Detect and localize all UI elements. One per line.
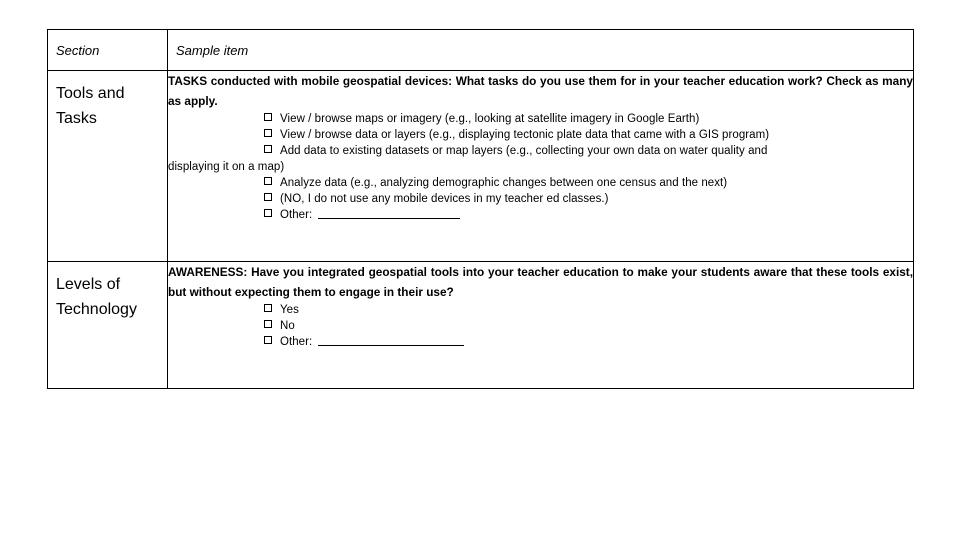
section-cell — [48, 262, 168, 389]
other-blank-line[interactable] — [318, 207, 460, 219]
header-sample-item-cell — [168, 30, 914, 71]
option-view-data — [168, 127, 913, 143]
other-blank-line[interactable] — [318, 334, 464, 346]
section-label-levels-of-technology: Levels of Technology — [56, 276, 137, 318]
option-no — [168, 318, 913, 334]
header-section-cell — [48, 30, 168, 71]
option-label: Other: — [280, 336, 313, 348]
header-section-label: Section — [56, 43, 100, 58]
option-label: Other: — [280, 209, 313, 221]
table-header-row — [48, 30, 914, 71]
option-other — [168, 334, 913, 350]
checkbox-icon[interactable] — [264, 320, 272, 328]
checkbox-icon[interactable] — [264, 336, 272, 344]
checkbox-icon[interactable] — [264, 145, 272, 153]
survey-table — [47, 29, 914, 389]
options-list — [168, 302, 913, 350]
option-no-mobile — [168, 191, 913, 207]
option-label: View / browse data or layers (e.g., displaying tectonic plate data that came with a GIS program) — [280, 129, 770, 141]
checkbox-icon[interactable] — [264, 129, 272, 137]
question-awareness: AWARENESS: Have you integrated geospatial tools into your teacher education to make your students aware that these tools exist, but without expecting them to engage in their use? — [168, 265, 913, 299]
option-label: Yes — [280, 304, 299, 316]
option-view-maps — [168, 111, 913, 127]
table-row — [48, 71, 914, 262]
option-label: No — [280, 320, 295, 332]
checkbox-icon[interactable] — [264, 209, 272, 217]
header-sample-item-label: Sample item — [176, 43, 249, 58]
options-list — [168, 111, 913, 223]
option-add-data — [168, 143, 913, 175]
checkbox-icon[interactable] — [264, 304, 272, 312]
option-label: View / browse maps or imagery (e.g., looking at satellite imagery in Google Earth) — [280, 113, 700, 125]
question-tasks: TASKS conducted with mobile geospatial devices: What tasks do you use them for in your teacher education work? Check as many as apply. — [168, 74, 913, 108]
section-cell — [48, 71, 168, 262]
table-row — [48, 262, 914, 389]
option-label: Add data to existing datasets or map layers (e.g., collecting your own data on water quality and — [280, 145, 768, 157]
sample-item-cell — [168, 262, 914, 389]
option-label: Analyze data (e.g., analyzing demographic changes between one census and the next) — [280, 177, 728, 189]
checkbox-icon[interactable] — [264, 193, 272, 201]
option-analyze-data — [168, 175, 913, 191]
checkbox-icon[interactable] — [264, 113, 272, 121]
option-label-continued: displaying it on a map) — [168, 161, 285, 173]
section-label-tools-and-tasks: Tools and Tasks — [56, 85, 125, 127]
option-yes — [168, 302, 913, 318]
sample-item-cell — [168, 71, 914, 262]
checkbox-icon[interactable] — [264, 177, 272, 185]
option-other — [168, 207, 913, 223]
option-label: (NO, I do not use any mobile devices in my teacher ed classes.) — [280, 193, 609, 205]
